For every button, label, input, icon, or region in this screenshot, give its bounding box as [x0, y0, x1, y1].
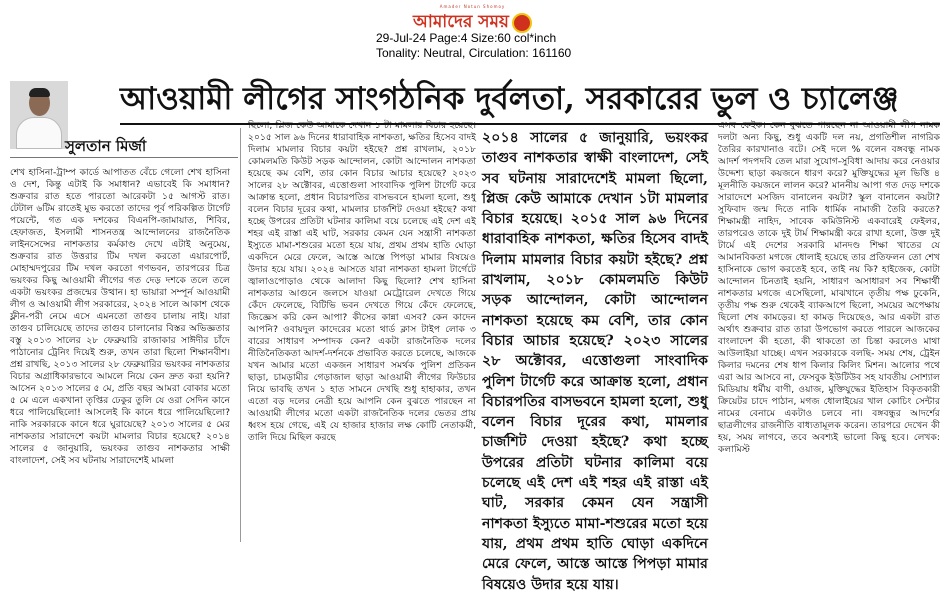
article-column-1: শেখ হাসিনা-ট্রাম্প কার্ডে আপাতত বেঁচে গেলো শেখ হাসিনা ও দেশ, কিন্তু এটাই কি সমাধান? এভাবেই কি সমাধান? শুক্রবার রাত হতে পারতো আরেকটা ১৫ আগস্ট রাত। টেটাল ৬টিম রাতেই মুভ করতো তাদের পূর্ব পরিকল্পিত টার্গেট পয়েন্টে, গত এক দশকের বিএনপি-জামায়াত, শিবির, হেফাজত, ইসলামী শাসনতন্ত্র আন্দোলনের রাজনৈতিক লাইনসেন্সের নাশকতার কর্মকাণ্ড দেখে এটাই অনুমেয়, শুক্রবার রাত উত্তরার টিম দখল করতো এয়ারপোর্ট, মোহাম্মদপুরের টিম দখল করতো গণভবন, তারপরের চিত্র ভয়ংকর কিছু আওয়ামী লীগের গত দেড় দশকে তলে তলে একটা ভয়ংকর প্রজন্মের উত্থান। হা ভায়ারা সম্পূর্ন আওয়ামী লীগ ও আওয়ামী লীগ সরকারের, ২০২৪ সালে আকাশ থেকে ফ্লীন-পরী নেমে এসে এমনতো তাগুব চালায় নাই। যারা তাগুব চালিয়েছে তাদের তাগুব চালানোর বিস্তর অভিজ্ঞতার বস্তু ২০১৩ সালের ২৮ ফেব্রুয়ারি রাজাকার সাঈদীর চাঁদে পাঠানোর ট্রেনিং দিয়েই শুরু, তখন তারা ছিলো শিক্ষানবীশ। প্রশ্ন রাখছি, ২০১৩ সালের ২৮ ফেব্রুয়ারির ভয়ংকর নাশকতার বিচার অগ্রাধিকারভাবে আমলে নিয়ে কেন দ্রুত করা হয়নি? আসেন ২০১৩ সালের ৫ মে, প্রতি বছর আমরা বোকার মতো ৫ মে এলে একখানা তৃপ্তির ঢেকুর তুলি যে ওরা সেদিন কানে ধরে পালিয়েছিলো! আসলেই কি কানে ধরে পালিয়েছিলো? নাকি সরকারকে কানে ধরে ঘুরায়েছে? ২০১৩ সালের ৫ মের নাশকতার সারাদেশে কয়টা মামলার বিচার হয়েছে? ২০১৪ সালের ৫ জানুয়ারি, ভয়ংকর তাগুব নাশকতার সাক্ষী বাংলাদেশ, সেই সব ঘটনায় সারাদেশেই মামলা — [10, 167, 230, 466]
masthead-tagline: Amader Notun Shomoy — [439, 4, 506, 9]
article-headline: আওয়ামী লীগের সাংগঠনিক দুর্বলতা, সরকারের ভুল ও চ্যালেঞ্জ — [120, 81, 899, 117]
author-photo — [10, 81, 68, 149]
pull-quote: ২০১৪ সালের ৫ জানুয়ারি, ভয়ংকর তাগুব নাশকতার স্বাক্ষী বাংলাদেশ, সেই সব ঘটনায় সারাদেশেই মামলা ছিলো, প্লিজ কেউ আমাকে দেখান ১টা মামলার বিচার হয়েছে। ২০১৫ সাল ৯৬ দিনের ধারাবাহিক নাশকতা, ক্ষতির হিসেব বাদই দিলাম মামলার বিচার কয়টা হইছে? প্রশ্ন রাখলাম, ২০১৮ কোমলমতি কিউট সড়ক আন্দোলন, কোটা আন্দোলন নাশকতা হয়েছে কম বেশি, তার কোন বিচার আচার হয়েছে? ২০২৩ সালের ২৮ অক্টোবর, এত্তোগুলা সাংবাদিক পুলিশ টার্গেট করে আক্রান্ত হলো, প্রধান বিচারপতির বাসভবনে হামলা হলো, শুধু বলেন বিচার দূরের কথা, মামলার চার্জশিট দেওয়া হইছে? কথা হচ্ছে উপরের প্রতিটা ঘটনার কালিমা বয়ে চলেছে এই দেশ এই শহর এই রাস্তা এই ঘাট, সরকার কেমন যেন সন্ত্রাসী নাশকতা ইস্যুতে মামা-শশুরের মতো হয়ে যায়, প্রথম প্রথম হাতি ঘোড়া একদিনে মেরে ফেলে, আস্তে আস্তে পিপড়া মামার বিষয়েও উদার হয়ে যায়। — [482, 130, 708, 593]
article-column-2: ছিলো, প্লিজ কেউ আমাকে দেখান ১ টা মামলার বিচার হয়েছে। ২০১৫ সাল ৯৬ দিনের ধারাবাহিক নাশকতা, ক্ষতির হিসেব বাদই দিলাম মামলার বিচার কয়টা হইছে? প্রশ্ন রাখলাম, ২০১৮ কোমলমতি কিউট সড়ক আন্দোলন, কোটা আন্দোলন নাশকতা হয়েছে কম বেশি, তার কোন বিচার আচার হয়েছে? ২০২৩ সালের ২৮ অক্টোবর, এত্তোগুলা সাংবাদিক পুলিশ টার্গেট করে আক্রান্ত হলো, প্রধান বিচারপতির বাসভবনে হামলা হলো, শুধু বলেন বিচার দূরের কথা, মামলার চার্জশিট দেওয়া হইছে? কথা হচ্ছে উপরের প্রতিটা ঘটনার কালিমা বয়ে চলেছে এই দেশ এই শহর এই রাস্তা এই ঘাট, সরকার কেমন যেন সন্ত্রাসী নাশকতা ইস্যুতে মামা-শশুরের মতো হয়ে যায়, প্রথম প্রথম হাতি ঘোড়া একদিনে মেরে ফেলে, আস্তে আস্তে পিপড়া মামার বিষয়েও উদার হয়ে যায়। ২০২৪ আসতে যারা নাশকতা হামলা টার্গেটে জ্বালাওপোড়াও থেকে আলাদা কিছু ছিলো? শেখ হাসিনা নাশকতার আগুনে জলসে যাওয়া মেট্রোরেল দেখতে গিয়ে কেঁদে ফেলেছে, বিটিভি ভবন দেখতে গিয়ে কেঁদে ফেলেছে, জিজ্ঞেস করি কেন আপা? কীসের কান্না এসব? কেন কাদেন আপনি? ওবায়দুল কাদেরের মতো থার্ড ক্লাস টাইপ লোক ৩ বারের সাধারণ সম্পাদক কেন? একটা রাজনৈতিক দলের নীতিনৈতিকতা আদর্শ-দর্শনকে প্রভাবিত করতে চলেছে, আজকে যখন আমার মতো একজন সাধারণ সমর্থক পুলিশ প্রতিকন ছাড়া, চামড়ামীর গেড়াজাল ছাড়া আওয়ামী লীগের ফিউচার নিয়ে ভাবছি তখন ১ হাত সামনে দেখছি শুধু হাহাকার, তখন এতো বড় দলের নেত্রী হয়ে আপনি কেন বুঝতে পারছেন না আওয়ামী লীগের মতো একটা রাজনৈতিক দলের ভেতর প্রায় ধ্বংস হয়ে গেছে, এই যে হাজার হাজার লক্ষ কোটি নেতাকর্মী, তালি দিয়ে মিছিল করছে — [248, 120, 476, 443]
author-byline: সুলতান মির্জা — [65, 137, 147, 155]
clipping-metadata — [376, 31, 571, 61]
clipping-date-line: 29-Jul-24 Page:4 Size:60 col*inch — [376, 31, 557, 45]
byline-rule — [10, 157, 238, 158]
logo-seal-icon — [512, 13, 532, 33]
clipping-tonality-line: Tonality: Neutral, Circulation: 161160 — [376, 46, 572, 60]
column-divider — [240, 128, 241, 542]
article-column-4: এসব ফেইক। কেন বুঝতে পারছেন না আওয়ামী লীগ নামক দলটা অন্য কিছু, শুধু একটি দল নয়, প্রগতিশীল নাগরিক তৈরির কারখানাও বটে। সেই দলে % বলেন বঙ্গবন্ধু নামক আদর্শ পদপদবি তেল মারা সুযোগ-সুবিধা আদায় করে নেওয়ার উদ্দেশ্য ছাড়া কয়জনে ধারণ করে? মুক্তিযুদ্ধের মূল ভিত্তি ৪ মূলনীতি কয়জনে লালন করে? মাননীয় আপা গত দেড় দশকে সারাদেশে মসজিদ বানালেন কয়টা? স্কুল বানালেন কয়টা? সুফিবাদ জন্ম দিতে নাকি ধার্মিক নামাজী তৈরি করতে? শিক্ষামন্ত্রী নাহিদ, সাবেক কমিউনিস্ট একবারেই ফেইলর, তারপরেও তাকে দুই টার্ম শিক্ষামন্ত্রী করে রাখা হলো, উক্ত দুই টার্মে এই দেশের সরকারি মানদণ্ড শিক্ষা খাতের যে আমানবিকতা মগজে ধোলাই হয়েছে তার প্রতিফলন তো শেখ হাসিনাকে ভোগ করতেই হবে, তাই নয় কি? হাইজেক, কোটা আন্দোলন চিনতাই হয়নি, সাধারণ অসাধারণ সব শিক্ষার্থী নাশকতার মগজে এসেছিলো, মাঝখানে তৃতীয় পক্ষ ঢুকেনি, তৃতীয় পক্ষ শুরু থেকেই ব্যাকআপে ছিলো, সময়ের অপেক্ষায় ছিলো শেষ কামড়ের। হা কামড় দিয়েছেও, আর একটা রাত অর্থাৎ শুক্রবার রাত তারা উপভোগ করতে পারলে আজকের বাংলাদেশ কী হতো, কী থাকতো তা চিন্তা করলেও মাথা আউলাইয়া যাচ্ছে। এখন সরকারকে বলছি- সময় শেষ, ট্রেইন কিলার দমনের শেষ ধাপ কিলার কিলিং মিশন। আলোর পথে এরা আর আসবে না, ফেসবুক ইউটিউব সহ যাবতীয় সোশ্যাল মিডিয়ায় ধর্মীয় বাণী, ওয়াজ, মুক্তিযুদ্ধের ইতিহাস বিকৃতকারী ক্রিয়েটর চাদে পাঠান, মগজ ধোলাইয়ের খাল কোচিং সেন্টার নামের বেনামে একটাও চলবে না। বঙ্গবন্ধুর আদর্শের ছাত্রলীগের রাজনীতি বাধ্যতামূলক করেন। তারপরে দেখেন কী হয়, সময় লাগবে, তবে অবশ্যই ভালো কিছু হবে। লেখক: কলামিস্ট — [718, 120, 940, 455]
logo-text: আমাদের সময় — [413, 12, 509, 32]
